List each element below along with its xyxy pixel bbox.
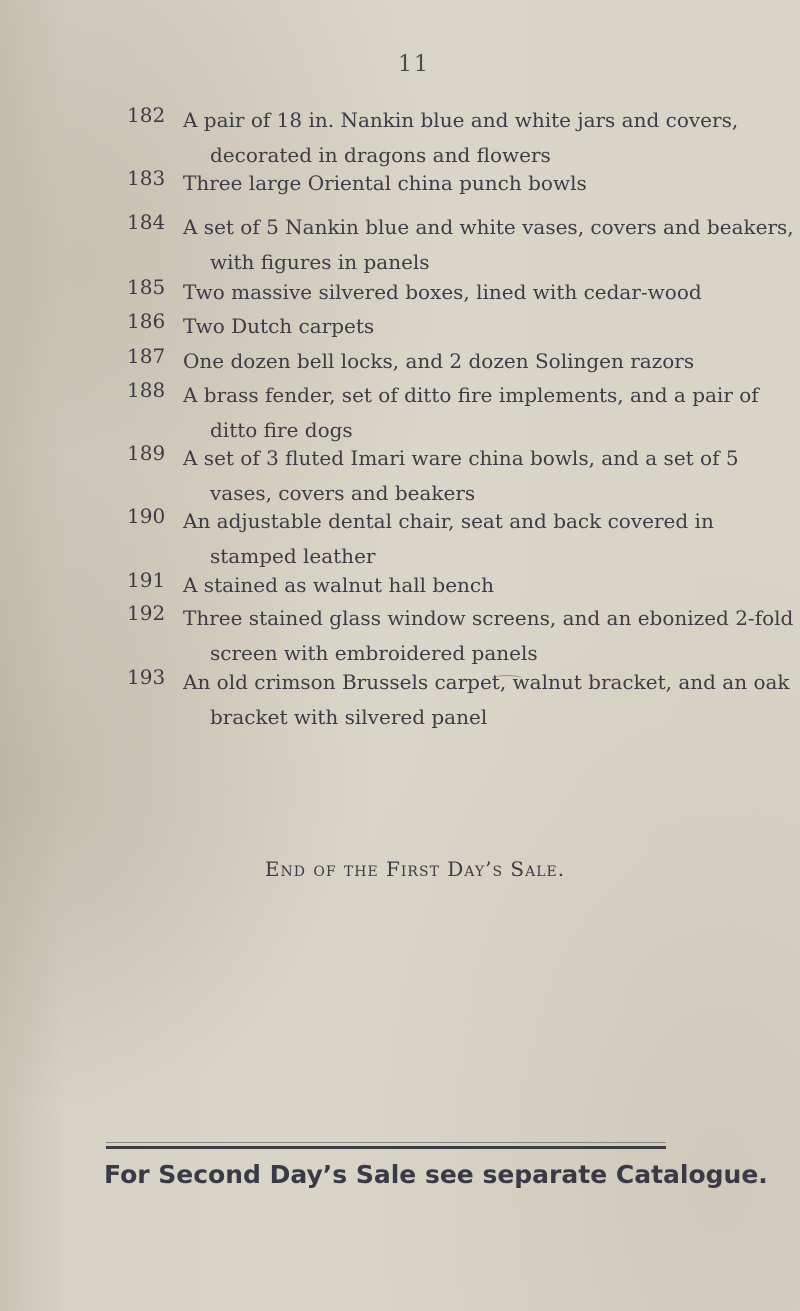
lot-description-line: A brass fender, set of ditto fire implements, and a pair of: [183, 383, 759, 407]
end-of-sale-text: End of the First Day’s Sale.: [264, 857, 566, 881]
page-number: 11: [398, 52, 430, 77]
lot-description-continuation: stamped leather: [210, 544, 376, 568]
lot-description-line: An old crimson Brussels carpet, walnut bracket, and an oak: [183, 670, 790, 694]
lot-number: 183: [127, 166, 166, 190]
ink-mark: [492, 675, 522, 682]
lot-description-continuation: with figures in panels: [210, 250, 430, 274]
lot-description-continuation: ditto fire dogs: [210, 418, 353, 442]
lot-description: [183, 504, 714, 574]
lot-description: [183, 441, 739, 511]
lot-number: 187: [127, 344, 166, 368]
lot-description-line: A stained as walnut hall bench: [183, 573, 494, 597]
lot-description-line: Two massive silvered boxes, lined with cedar-wood: [183, 280, 702, 304]
lot-number: 185: [127, 275, 166, 299]
lot-number: 184: [127, 210, 166, 234]
lot-number: 190: [127, 504, 166, 528]
end-of-sale-heading: [0, 857, 800, 881]
lot-description-line: A set of 5 Nankin blue and white vases, covers and beakers,: [183, 215, 794, 239]
lot-description-line: A pair of 18 in. Nankin blue and white jars and covers,: [183, 108, 739, 132]
lot-description-line: An adjustable dental chair, seat and back covered in: [183, 509, 714, 533]
lot-description-continuation: bracket with silvered panel: [210, 705, 488, 729]
lot-description: [183, 568, 633, 603]
lot-description-continuation: screen with embroidered panels: [210, 641, 538, 665]
lot-description: [183, 103, 739, 173]
lot-description-line: Three large Oriental china punch bowls: [183, 171, 587, 195]
lot-number: 182: [127, 103, 166, 127]
lot-description: [183, 378, 759, 448]
lot-number: 191: [127, 568, 166, 592]
lot-description: [183, 344, 695, 379]
lot-description: [183, 275, 702, 310]
lot-number: 188: [127, 378, 166, 402]
divider-rule: [106, 1146, 666, 1149]
footer-note: For Second Day’s Sale see separate Catalogue.: [104, 1160, 768, 1189]
lot-number: 189: [127, 441, 166, 465]
lot-description: [183, 166, 633, 201]
lot-number: 193: [127, 665, 166, 689]
divider-thin: [106, 1142, 666, 1143]
lot-description-line: Three stained glass window screens, and an ebonized 2-fold: [183, 606, 794, 630]
lot-description-line: Two Dutch carpets: [183, 314, 375, 338]
lot-description: [183, 601, 794, 671]
lot-description-continuation: decorated in dragons and flowers: [210, 143, 551, 167]
lot-description: [183, 210, 794, 280]
lot-number: 186: [127, 309, 166, 333]
lot-description: [183, 665, 790, 735]
lot-description-continuation: vases, covers and beakers: [210, 481, 476, 505]
lot-number: 192: [127, 601, 166, 625]
lot-description-line: One dozen bell locks, and 2 dozen Solingen razors: [183, 349, 695, 373]
lot-description: [183, 309, 633, 344]
lot-description-line: A set of 3 fluted Imari ware china bowls, and a set of 5: [183, 446, 739, 470]
